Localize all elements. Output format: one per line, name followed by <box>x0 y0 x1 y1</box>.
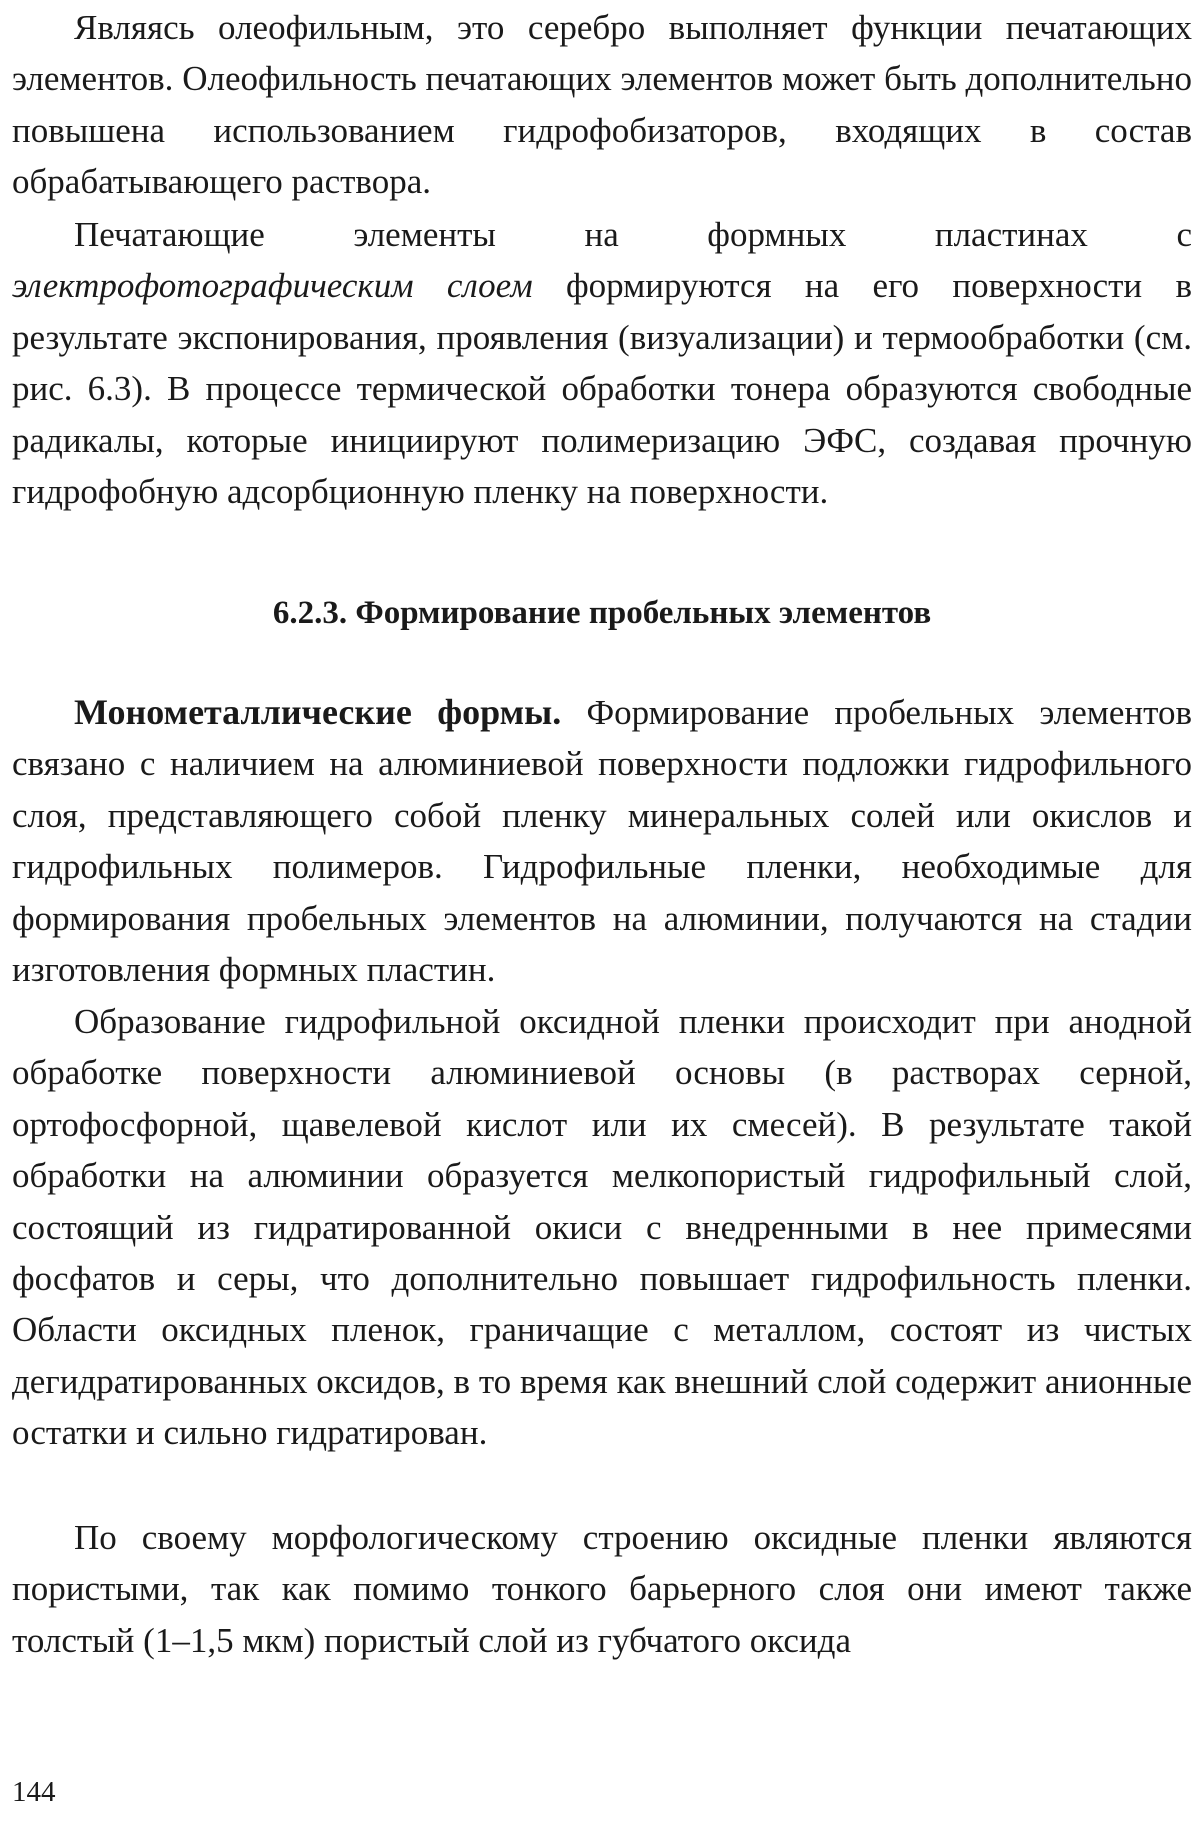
section-heading: 6.2.3. Формирование пробельных элементов <box>272 595 932 631</box>
paragraph-oxide-film-formation <box>12 996 1192 1459</box>
paragraph-text: По своему морфологическому строению оксидные пленки являются пористыми, так как помимо тонкого барьерного слоя они имеют также толстый (1–1,5 мкм) пористый слой из губчатого оксида <box>12 1518 1192 1660</box>
paragraph-text: Являясь олеофильным, это серебро выполняет функции печатающих элементов. Олеофильность печатающих элементов может быть дополнительно повышена использованием гидрофобизаторов, входящих в состав обрабатывающего раствора. <box>12 8 1192 202</box>
italic-term: электрофотографическим слоем <box>12 266 533 306</box>
paragraph-electrophotographic-layer <box>12 209 1192 517</box>
paragraph-text: Печатающие элементы на формных пластинах с <box>74 215 1192 254</box>
paragraph-text: формируются на его поверхности в результате экспонирования, проявления (визуализации) и термообработки (см. рис. 6.3). В процессе термической обработки тонера образуются свободные радикалы, которые инициируют полимеризацию ЭФС, создавая прочную гидрофобную адсорбционную пленку на поверхности. <box>12 266 1192 512</box>
page-number: 144 <box>12 1776 56 1808</box>
paragraph-text: Образование гидрофильной оксидной пленки происходит при анодной обработке поверхности алюминиевой основы (в растворах серной, ортофосфорной, щавелевой кислот или их смесей). В результате такой обработки на алюминии образуется мелкопористый гидрофильный слой, состоящий из гидратированной окиси с внедренными в нее примесями фосфатов и серы, что дополнительно повышает гидрофильность пленки. Области оксидных пленок, граничащие с металлом, состоят из чистых дегидратированных оксидов, в то время как внешний слой содержит анионные остатки и сильно гидратирован. <box>12 1002 1192 1453</box>
paragraph-monometallic-forms <box>12 687 1192 995</box>
bold-run-in-heading: Монометаллические формы. <box>74 692 562 732</box>
paragraph-oxide-morphology <box>12 1512 1192 1666</box>
paragraph-text: Формирование пробельных элементов связано с наличием на алюминиевой поверхности подложки гидрофильного слоя, представляющего собой пленку минеральных солей или окислов и гидрофильных полимеров. Гидрофильные пленки, необходимые для формирования пробельных элементов на алюминии, получаются на стадии изготовления формных пластин. <box>12 693 1193 990</box>
paragraph-silver-oleophilic <box>12 2 1192 208</box>
